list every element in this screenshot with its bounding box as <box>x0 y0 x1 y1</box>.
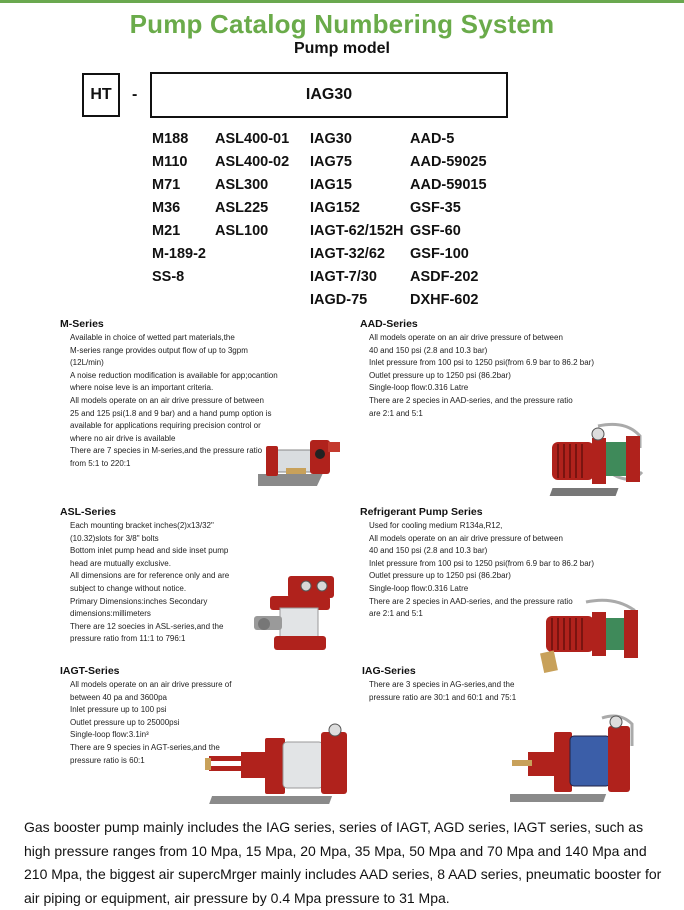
model-code: M110 <box>152 154 188 170</box>
iagt-series-line: Outlet pressure up to 25000psi <box>70 717 180 727</box>
pump-image-iagt-series <box>205 722 363 808</box>
iagt-series-line: There are 9 species in AGT-series,and the <box>70 742 220 752</box>
aad-series-title: AAD-Series <box>360 318 418 330</box>
asl-series-line: head are mutually exclusive. <box>70 558 171 568</box>
model-box: IAG30 <box>150 72 508 118</box>
m-series-line: where noise leve is an important criteria. <box>70 383 214 393</box>
model-code: GSF-100 <box>410 246 469 262</box>
m-series-line: M-series range provides output flow of up to 3gpm <box>70 345 248 355</box>
iag-series-body <box>369 679 516 704</box>
pump-image-m-series <box>258 428 348 498</box>
refrigerant-series-line: Single-loop flow:0.316 Latre <box>369 583 469 593</box>
model-code: M188 <box>152 131 189 147</box>
asl-series-line: There are 12 soecies in ASL-series,and the <box>70 621 224 631</box>
m-series-line: 25 and 125 psi(1.8 and 9 bar) and a hand pump option is <box>70 408 272 418</box>
refrigerant-series-line: are 2:1 and 5:1 <box>369 609 423 619</box>
asl-series-line: (10.32)slots for 3/8" bolts <box>70 533 159 543</box>
m-series-line: available for applications requiring precision control or <box>70 421 261 431</box>
top-divider <box>0 0 684 3</box>
asl-series-line: Each mounting bracket inches(2)x13/32" <box>70 521 214 530</box>
model-code: M21 <box>152 223 181 239</box>
iag-series-line: There are 3 species in AG-series,and the <box>369 680 515 689</box>
model-code: IAGT-62/152H <box>310 223 404 239</box>
aad-series-line: 40 and 150 psi (2.8 and 10.3 bar) <box>369 345 488 355</box>
m-series-line: where no air drive is available <box>70 433 176 443</box>
model-code: AAD-59025 <box>410 154 487 170</box>
aad-series-line: Single-loop flow:0.316 Latre <box>369 383 469 393</box>
iag-series-line: pressure ratio are 30:1 and 60:1 and 75:1 <box>369 692 517 702</box>
m-series-body <box>70 332 278 471</box>
m-series-line: All models operate on an air drive pressure of between <box>70 395 264 405</box>
model-code: ASL400-02 <box>215 154 290 170</box>
aad-series-line: All models operate on an air drive pressure of between <box>369 333 563 342</box>
iagt-series-line: Inlet pressure up to 100 psi <box>70 705 167 715</box>
model-code: ASL300 <box>215 177 269 193</box>
page-title: Pump Catalog Numbering System <box>129 9 555 39</box>
aad-series-body <box>369 332 594 420</box>
asl-series-line: subject to change without notice. <box>70 583 187 593</box>
model-code: M-189-2 <box>152 246 206 262</box>
iag-series-title: IAG-Series <box>362 665 416 677</box>
asl-series-line: Bottom inlet pump head and side inset pump <box>70 546 229 556</box>
refrigerant-series-line: There are 2 species in AAD-series, and the pressure ratio <box>369 596 573 606</box>
refrigerant-series-line: Outlet pressure up to 1250 psi (86.2bar) <box>369 571 511 581</box>
pump-image-iag-series <box>510 712 640 808</box>
footer-paragraph: Gas booster pump mainly includes the IAG series, series of IAGT, AGD series, IAGT series, such as high pressure ranges from 10 Mpa, 15 Mpa, 20 Mpa, 35 Mpa, 50 Mpa and 70 Mpa and 140 Mpa and 210 Mpa, the biggest air supercMrger mainly includes AAD series, 8 AAD series, pneumatic booster for air piping or equipment, air pressure by 0.4 Mpa pressure to 31 Mpa. <box>24 819 662 906</box>
m-series-title: M-Series <box>60 318 104 330</box>
m-series-line: There are 7 species in M-series,and the pressure ratio <box>70 446 263 456</box>
model-code: IAGT-7/30 <box>310 269 377 285</box>
model-code: ASL400-01 <box>215 131 290 147</box>
m-series-line: (12L/min) <box>70 358 104 368</box>
prefix-box: HT <box>82 73 120 117</box>
page-subtitle: Pump model <box>293 40 390 57</box>
model-code: IAG15 <box>310 177 352 193</box>
model-code: IAG75 <box>310 154 352 170</box>
asl-series-title: ASL-Series <box>60 506 117 518</box>
iagt-series-line: pressure ratio is 60:1 <box>70 755 145 765</box>
aad-series-line: Inlet pressure from 100 psi to 1250 psi(from 6.9 bar to 86.2 bar) <box>369 358 595 368</box>
model-code: SS-8 <box>152 269 185 285</box>
model-code: IAGT-32/62 <box>310 246 385 262</box>
iagt-series-line: All models operate on an air drive pressure of <box>70 680 232 689</box>
m-series-line: A noise reduction modification is available for app;ocantion <box>70 370 278 380</box>
model-code: AAD-5 <box>410 131 455 147</box>
aad-series-line: There are 2 species in AAD-series, and the pressure ratio <box>369 395 573 405</box>
asl-series-line: pressure ratio from 11:1 to 796:1 <box>70 634 186 644</box>
model-code: ASDF-202 <box>410 269 479 285</box>
model-code: GSF-60 <box>410 223 461 239</box>
model-code: GSF-35 <box>410 200 461 216</box>
aad-series-line: Outlet pressure up to 1250 psi (86.2bar) <box>369 370 511 380</box>
pump-image-aad-series <box>548 418 648 504</box>
asl-series-body <box>70 520 229 646</box>
model-separator: - <box>132 86 138 103</box>
model-code: ASL100 <box>215 223 269 239</box>
asl-series-line: All dimensions are for reference only and are <box>70 571 230 581</box>
iagt-series-line: Single-loop flow:3.1in³ <box>70 730 149 740</box>
model-code: M36 <box>152 200 181 216</box>
refrigerant-series-line: Used for cooling medium R134a,R12, <box>369 521 503 530</box>
pump-image-asl-series <box>250 572 340 662</box>
model-code: IAGD-75 <box>310 292 368 308</box>
model-code: IAG152 <box>310 200 360 216</box>
m-series-line: from 5:1 to 220:1 <box>70 458 131 468</box>
refrigerant-series-line: All models operate on an air drive pressure of between <box>369 533 563 543</box>
model-code: ASL225 <box>215 200 269 216</box>
aad-series-line: are 2:1 and 5:1 <box>369 408 423 418</box>
iagt-series-line: between 40 pa and 3600pa <box>70 692 167 702</box>
asl-series-line: dimensions:millimeters <box>70 609 151 619</box>
iagt-series-title: IAGT-Series <box>60 665 120 677</box>
refrigerant-series-title: Refrigerant Pump Series <box>360 506 483 518</box>
model-code: AAD-59015 <box>410 177 487 193</box>
model-code: IAG30 <box>310 131 352 147</box>
model-code: DXHF-602 <box>410 292 479 308</box>
refrigerant-series-line: 40 and 150 psi (2.8 and 10.3 bar) <box>369 546 488 556</box>
model-code: M71 <box>152 177 181 193</box>
asl-series-line: Primary Dimensions:inches Secondary <box>70 596 208 606</box>
refrigerant-series-line: Inlet pressure from 100 psi to 1250 psi(from 6.9 bar to 86.2 bar) <box>369 558 595 568</box>
pump-image-refrigerant-series <box>540 596 646 676</box>
m-series-line: Available in choice of wetted part materials,the <box>70 333 235 342</box>
